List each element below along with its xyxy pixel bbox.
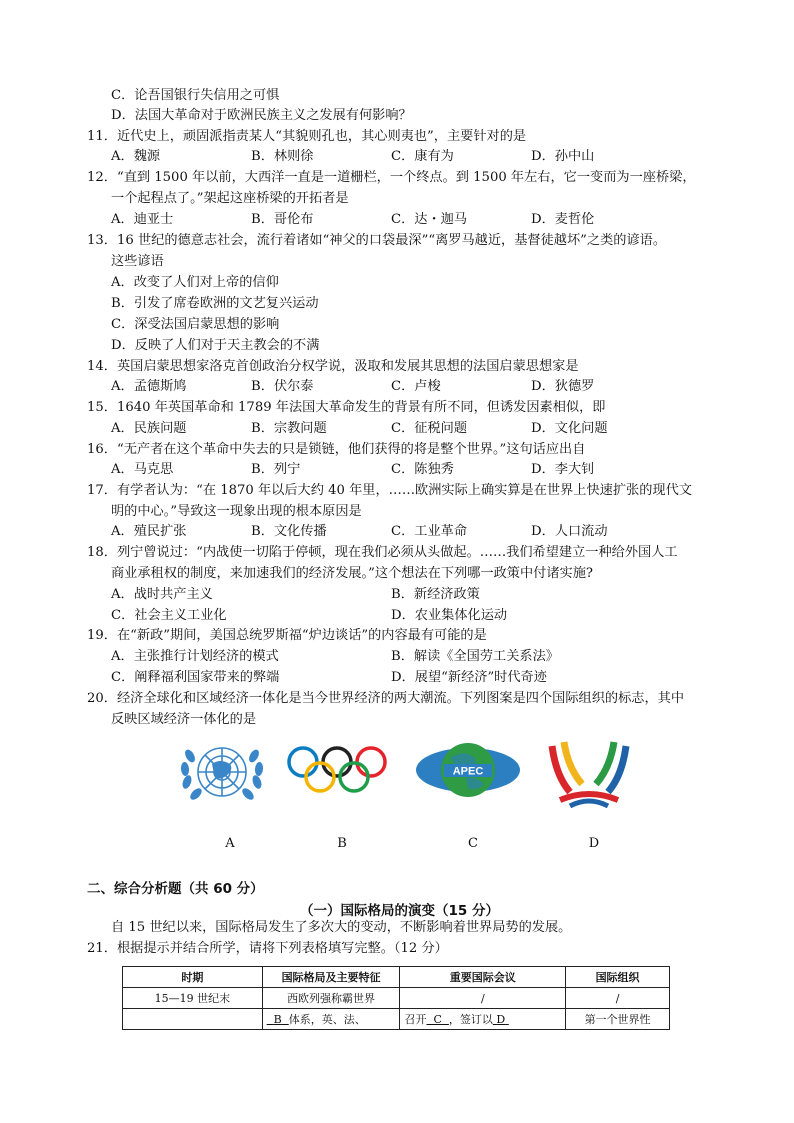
q13-stem-line1: 13．16 世纪的德意志社会，流行着诸如“神父的口袋最深”“离罗马越近，基督徒越坏”之类的谚语。 [87,233,667,248]
part-1-title: （一）国际格局的演变（15 分） [300,903,499,919]
q18-option-a: A．战时共产主义 [111,587,213,602]
q14-option-b: B．伏尔泰 [251,379,314,394]
logo-label-b: B [337,836,347,851]
logo-label-c: C [468,836,478,851]
q12-option-b: B．哥伦布 [251,212,314,227]
q12-option-a: A．迪亚士 [111,212,174,227]
table-row [123,988,670,1009]
blank-b[interactable]: B [273,1013,282,1026]
q17-option-b: B．文化传播 [251,524,327,539]
q11-option-c: C．康有为 [391,149,454,164]
cell-period [123,1009,263,1030]
header-conference: 重要国际会议 [400,967,566,988]
q16-option-b: B．列宁 [251,462,301,477]
section-2-title: 二、综合分析题（共 60 分） [87,881,264,897]
q15-option-a: A．民族问题 [111,421,187,436]
header-pattern: 国际格局及主要特征 [262,967,400,988]
q17-option-c: C．工业革命 [391,524,468,539]
q21-table [122,966,670,1030]
wto-logo [546,734,632,808]
q15-option-c: C．征税问题 [391,421,468,436]
q15-option-d: D．文化问题 [531,421,608,436]
q12-option-d: D．麦哲伦 [531,212,595,227]
cell-pattern: 西欧列强称霸世界 [262,988,400,1009]
q16-stem: 16．“无产者在这个革命中失去的只是锁链，他们获得的将是整个世界。”这句话应出自 [87,442,586,457]
q19-option-a: A．主张推行计划经济的模式 [111,649,279,664]
q17-option-d: D．人口流动 [531,524,608,539]
q20-stem-line1: 20．经济全球化和区域经济一体化是当今世界经济的两大潮流。下列图案是四个国际组织的标志，其中 [87,691,685,706]
q18-option-d: D．农业集体化运动 [391,608,508,623]
q21-stem: 21．根据提示并结合所学，请将下列表格填写完整。（12 分） [87,941,448,956]
cell-pattern: B 体系，英、法、 [262,1009,400,1030]
q10-option-d: D．法国大革命对于欧洲民族主义之发展有何影响？ [111,108,412,123]
table-row [123,1009,670,1030]
q12-option-c: C．达・迦马 [391,212,468,227]
cell-conference: 召开 C ，签订以 D [400,1009,566,1030]
q13-option-c: C．深受法国启蒙思想的影响 [111,317,280,332]
apec-text: APEC [452,765,484,778]
blank-d[interactable]: D [496,1013,506,1026]
blank-c[interactable]: C [433,1013,442,1026]
q18-option-b: B．新经济政策 [391,587,480,602]
q17-stem-line1: 17．有学者认为：“在 1870 年以后大约 40 年里，……欧洲实际上确实算是在世界上快速扩张的现代文 [87,483,692,498]
apec-logo [414,740,522,800]
q14-option-a: A．孟德斯鸠 [111,379,187,394]
q13-stem-line2: 这些谚语 [111,254,164,269]
q14-stem: 14．英国启蒙思想家洛克首创政治分权学说，汲取和发展其思想的法国启蒙思想家是 [87,359,579,374]
part-1-intro: 自 15 世纪以来，国际格局发生了多次大的变动，不断影响着世界局势的发展。 [111,920,572,935]
q13-option-d: D．反映了人们对于天主教会的不满 [111,338,320,353]
q10-option-c: C．论吾国银行失信用之可惧 [111,88,280,103]
header-organization: 国际组织 [566,967,670,988]
olympic-rings-logo [283,744,391,796]
q11-option-a: A．魏源 [111,149,161,164]
q16-option-a: A．马克思 [111,462,174,477]
header-period: 时期 [123,967,263,988]
q16-option-c: C．陈独秀 [391,462,454,477]
q13-option-b: B．引发了席卷欧洲的文艺复兴运动 [111,296,319,311]
q16-option-d: D．李大钊 [531,462,595,477]
q15-stem: 15．1640 年英国革命和 1789 年法国大革命发生的背景有所不同，但诱发因素相似，即 [87,400,606,415]
q20-stem-line2: 反映区域经济一体化的是 [111,712,257,727]
cell-period: 15—19 世纪末 [123,988,263,1009]
q18-stem-line2: 商业承租权的制度，来加速我们的经济发展。”这个想法在下列哪一政策中付诸实施? [111,566,593,581]
cell-organization: 第一个世界性 [566,1009,670,1030]
q11-stem: 11．近代史上，顽固派指责某人“其貌则孔也，其心则夷也”，主要针对的是 [87,129,527,144]
q12-stem-line1: 12．“直到 1500 年以前，大西洋一直是一道栅栏，一个终点。到 1500 年左右，它一变而为一座桥梁， [87,170,696,185]
q12-stem-line2: 一个起程点了。”架起这座桥梁的开拓者是 [111,191,349,206]
q19-option-c: C．阐释福利国家带来的弊端 [111,670,280,685]
q15-option-b: B．宗教问题 [251,421,327,436]
q13-option-a: A．改变了人们对上帝的信仰 [111,275,279,290]
q18-stem-line1: 18．列宁曾说过：“内战使一切陷于停顿，现在我们必须从头做起。……我们希望建立一种给外国人工 [87,545,678,560]
q18-option-c: C．社会主义工业化 [111,608,227,623]
cell-organization: / [566,988,670,1009]
table-header-row [123,967,670,988]
logo-label-d: D [588,836,600,851]
q11-option-d: D．孙中山 [531,149,595,164]
q19-option-d: D．展望“新经济”时代奇迹 [391,670,547,685]
un-emblem-logo [174,736,270,808]
q19-option-b: B．解读《全国劳工关系法》 [391,649,559,664]
q11-option-b: B．林则徐 [251,149,314,164]
q14-option-d: D．狄德罗 [531,379,595,394]
q17-option-a: A．殖民扩张 [111,524,187,539]
q17-stem-line2: 明的中心。”导致这一现象出现的根本原因是 [111,504,362,519]
logo-label-a: A [225,836,235,851]
cell-conference: / [400,988,566,1009]
q14-option-c: C．卢梭 [391,379,441,394]
q19-stem: 19．在“新政”期间，美国总统罗斯福“炉边谈话”的内容最有可能的是 [87,628,487,643]
